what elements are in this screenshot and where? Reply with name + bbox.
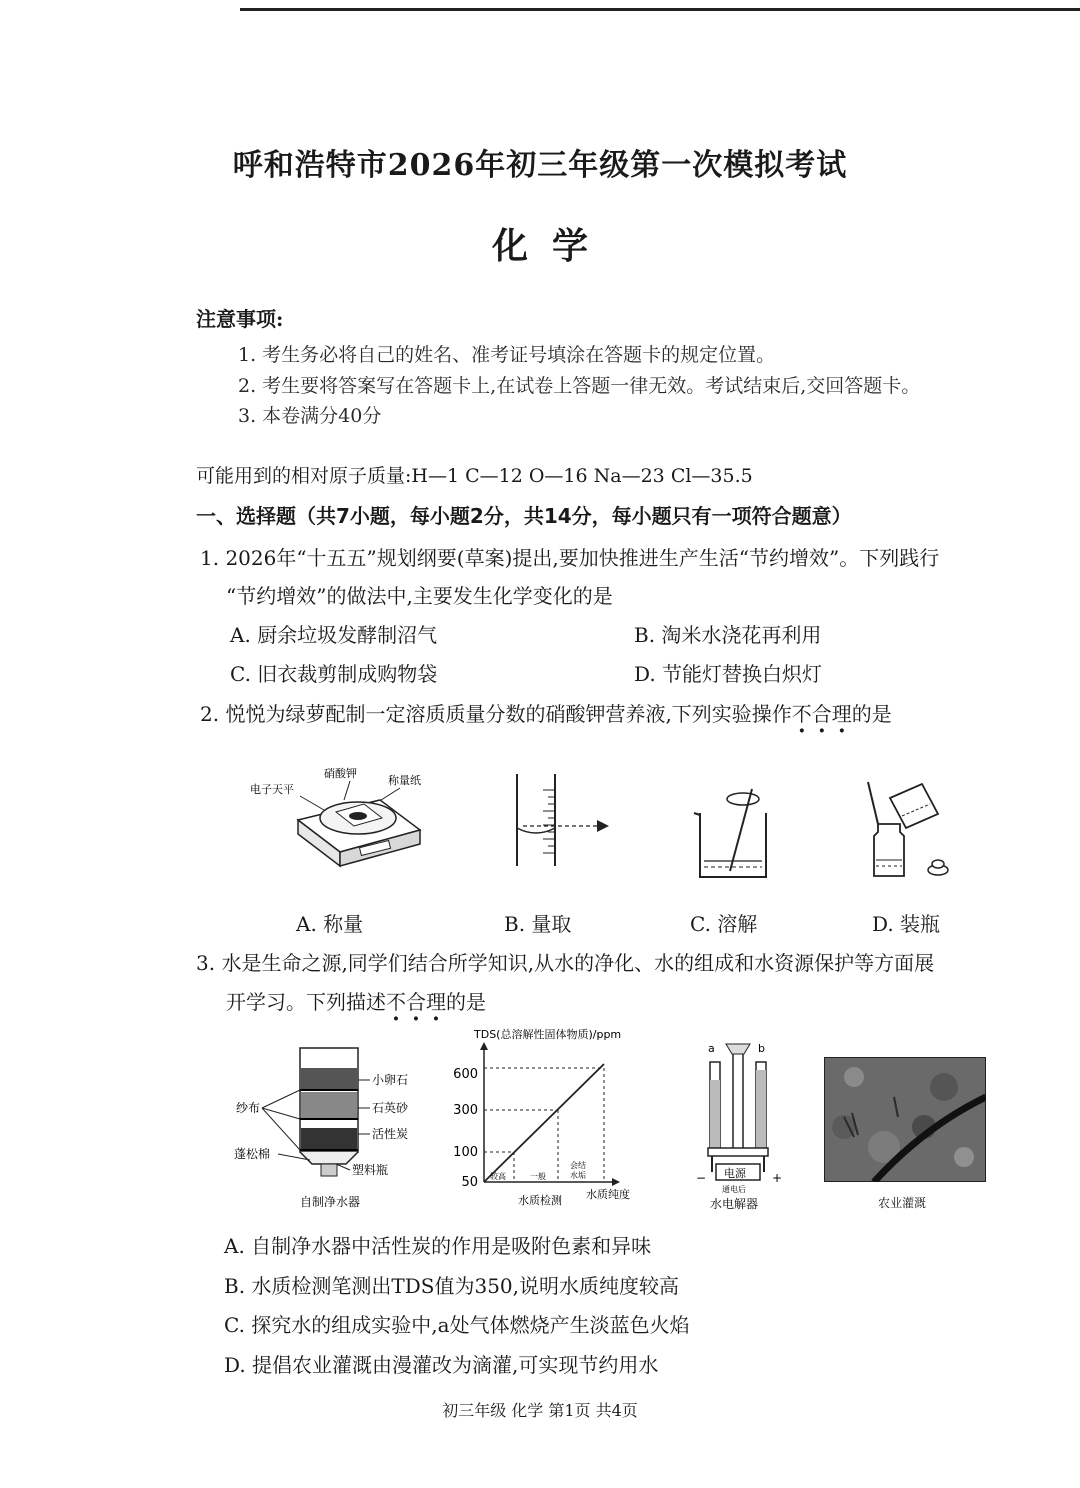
label-a: a: [708, 1042, 715, 1055]
q1-option-a: A. 厨余垃圾发酵制沼气: [230, 623, 438, 647]
q3-emphasis-2: 合: [406, 990, 426, 1014]
subject-title: [0, 218, 1080, 269]
q1-option-c: C. 旧衣裁剪制成购物袋: [230, 662, 438, 686]
cotton-label: 蓬松棉: [234, 1147, 271, 1161]
water-purifier-figure: [230, 1040, 430, 1212]
tds-series-line: [484, 1064, 604, 1182]
gauze-label: 纱布: [236, 1101, 261, 1115]
tick-100: 100: [453, 1145, 478, 1160]
electrolyzer-figure: [688, 1040, 798, 1216]
energized-note: 通电后: [722, 1185, 746, 1194]
cylinder-figure: [505, 770, 625, 870]
subject-char-2: 学: [552, 225, 589, 267]
zone-scale-2: 水垢: [570, 1171, 586, 1180]
q3-option-b: B. 水质检测笔测出TDS值为350,说明水质纯度较高: [224, 1274, 680, 1298]
q3-emphasis-3: 理: [426, 990, 446, 1014]
electrolyzer-caption: 水电解器: [710, 1197, 759, 1211]
zone-scale-1: 会结: [570, 1161, 586, 1170]
q2-stem: [200, 698, 892, 727]
power-label: 电源: [724, 1167, 746, 1180]
q3-option-c: C. 探究水的组成实验中,a处气体燃烧产生淡蓝色火焰: [224, 1313, 690, 1337]
tick-300: 300: [453, 1103, 478, 1118]
kno3-label: 硝酸钾: [324, 767, 357, 780]
label-b: b: [758, 1042, 765, 1055]
sand-label: 石英砂: [372, 1101, 409, 1115]
q2-stem-post: 的是: [851, 702, 892, 726]
q1-option-d: D. 节能灯替换白炽灯: [634, 662, 823, 686]
zone-high: 较高: [490, 1172, 506, 1181]
zone-normal: 一般: [530, 1172, 546, 1181]
notice-item-2: 2. 考生要将答案写在答题卡上,在试卷上答题一律无效。考试结束后,交回答题卡。: [238, 375, 921, 397]
q1-stem-line1: 1. 2026年“十五五”规划纲要(草案)提出,要加快推进生产生活“节约增效”。下列践行: [200, 546, 940, 570]
q3-emphasis-1: 不: [386, 990, 406, 1014]
irrigation-photo: [824, 1057, 986, 1182]
atomic-mass-line: 可能用到的相对原子质量:H—1 C—12 O—16 Na—23 Cl—35.5: [196, 465, 753, 487]
top-border-line: [240, 8, 1080, 11]
bottling-figure: [862, 780, 962, 880]
section-heading: 一、选择题（共7小题，每小题2分，共14分，每小题只有一项符合题意）: [196, 504, 852, 528]
dissolve-figure: [690, 785, 780, 885]
pebble-label: 小卵石: [372, 1073, 409, 1087]
q2-caption-c: C. 溶解: [690, 912, 758, 936]
q2-caption-d: D. 装瓶: [872, 912, 941, 936]
notice-heading: 注意事项:: [196, 307, 284, 331]
bottle-label: 塑料瓶: [352, 1163, 389, 1177]
notice-item-3: 3. 本卷满分40分: [238, 405, 382, 427]
q3-stem-pre: 开学习。下列描述: [226, 990, 386, 1014]
q2-emphasis-3: 理: [831, 702, 852, 726]
chart-caption: 水质检测: [518, 1194, 562, 1207]
weighing-paper-label: 称量纸: [388, 774, 421, 787]
balance-figure: [240, 760, 430, 890]
purifier-caption: 自制净水器: [300, 1195, 361, 1209]
q3-option-a: A. 自制净水器中活性炭的作用是吸附色素和异味: [224, 1234, 652, 1258]
tds-chart: [440, 1024, 660, 1210]
q3-stem-post: 的是: [446, 990, 486, 1014]
q3-stem-line2: [226, 986, 486, 1015]
q2-stem-pre: 2. 悦悦为绿萝配制一定溶质质量分数的硝酸钾营养液,下列实验操作: [200, 702, 792, 726]
q3-option-d: D. 提倡农业灌溉由漫灌改为滴灌,可实现节约用水: [224, 1353, 659, 1377]
q2-emphasis-2: 合: [811, 702, 832, 726]
exam-title: 呼和浩特市2026年初三年级第一次模拟考试: [232, 148, 848, 183]
plus-label: +: [772, 1171, 783, 1185]
q1-stem-line2: “节约增效”的做法中,主要发生化学变化的是: [226, 584, 613, 608]
q1-option-b: B. 淘米水浇花再利用: [634, 623, 822, 647]
q2-caption-b: B. 量取: [504, 912, 572, 936]
notice-item-1: 1. 考生务必将自己的姓名、准考证号填涂在答题卡的规定位置。: [238, 344, 776, 366]
q2-emphasis-1: 不: [791, 702, 812, 726]
tick-600: 600: [453, 1067, 478, 1082]
balance-label: 电子天平: [250, 783, 294, 796]
page-footer: 初三年级 化学 第1页 共4页: [442, 1401, 638, 1420]
chart-xlabel: 水质纯度: [586, 1188, 630, 1201]
irrigation-caption: 农业灌溉: [878, 1196, 927, 1210]
tick-50: 50: [461, 1175, 478, 1190]
subject-char-1: 化: [491, 225, 528, 267]
carbon-label: 活性炭: [372, 1127, 409, 1141]
q2-caption-a: A. 称量: [296, 912, 364, 936]
q3-stem-line1: 3. 水是生命之源,同学们结合所学知识,从水的净化、水的组成和水资源保护等方面展: [196, 951, 935, 975]
minus-label: −: [696, 1171, 707, 1185]
chart-ylabel: TDS(总溶解性固体物质)/ppm: [474, 1028, 622, 1041]
